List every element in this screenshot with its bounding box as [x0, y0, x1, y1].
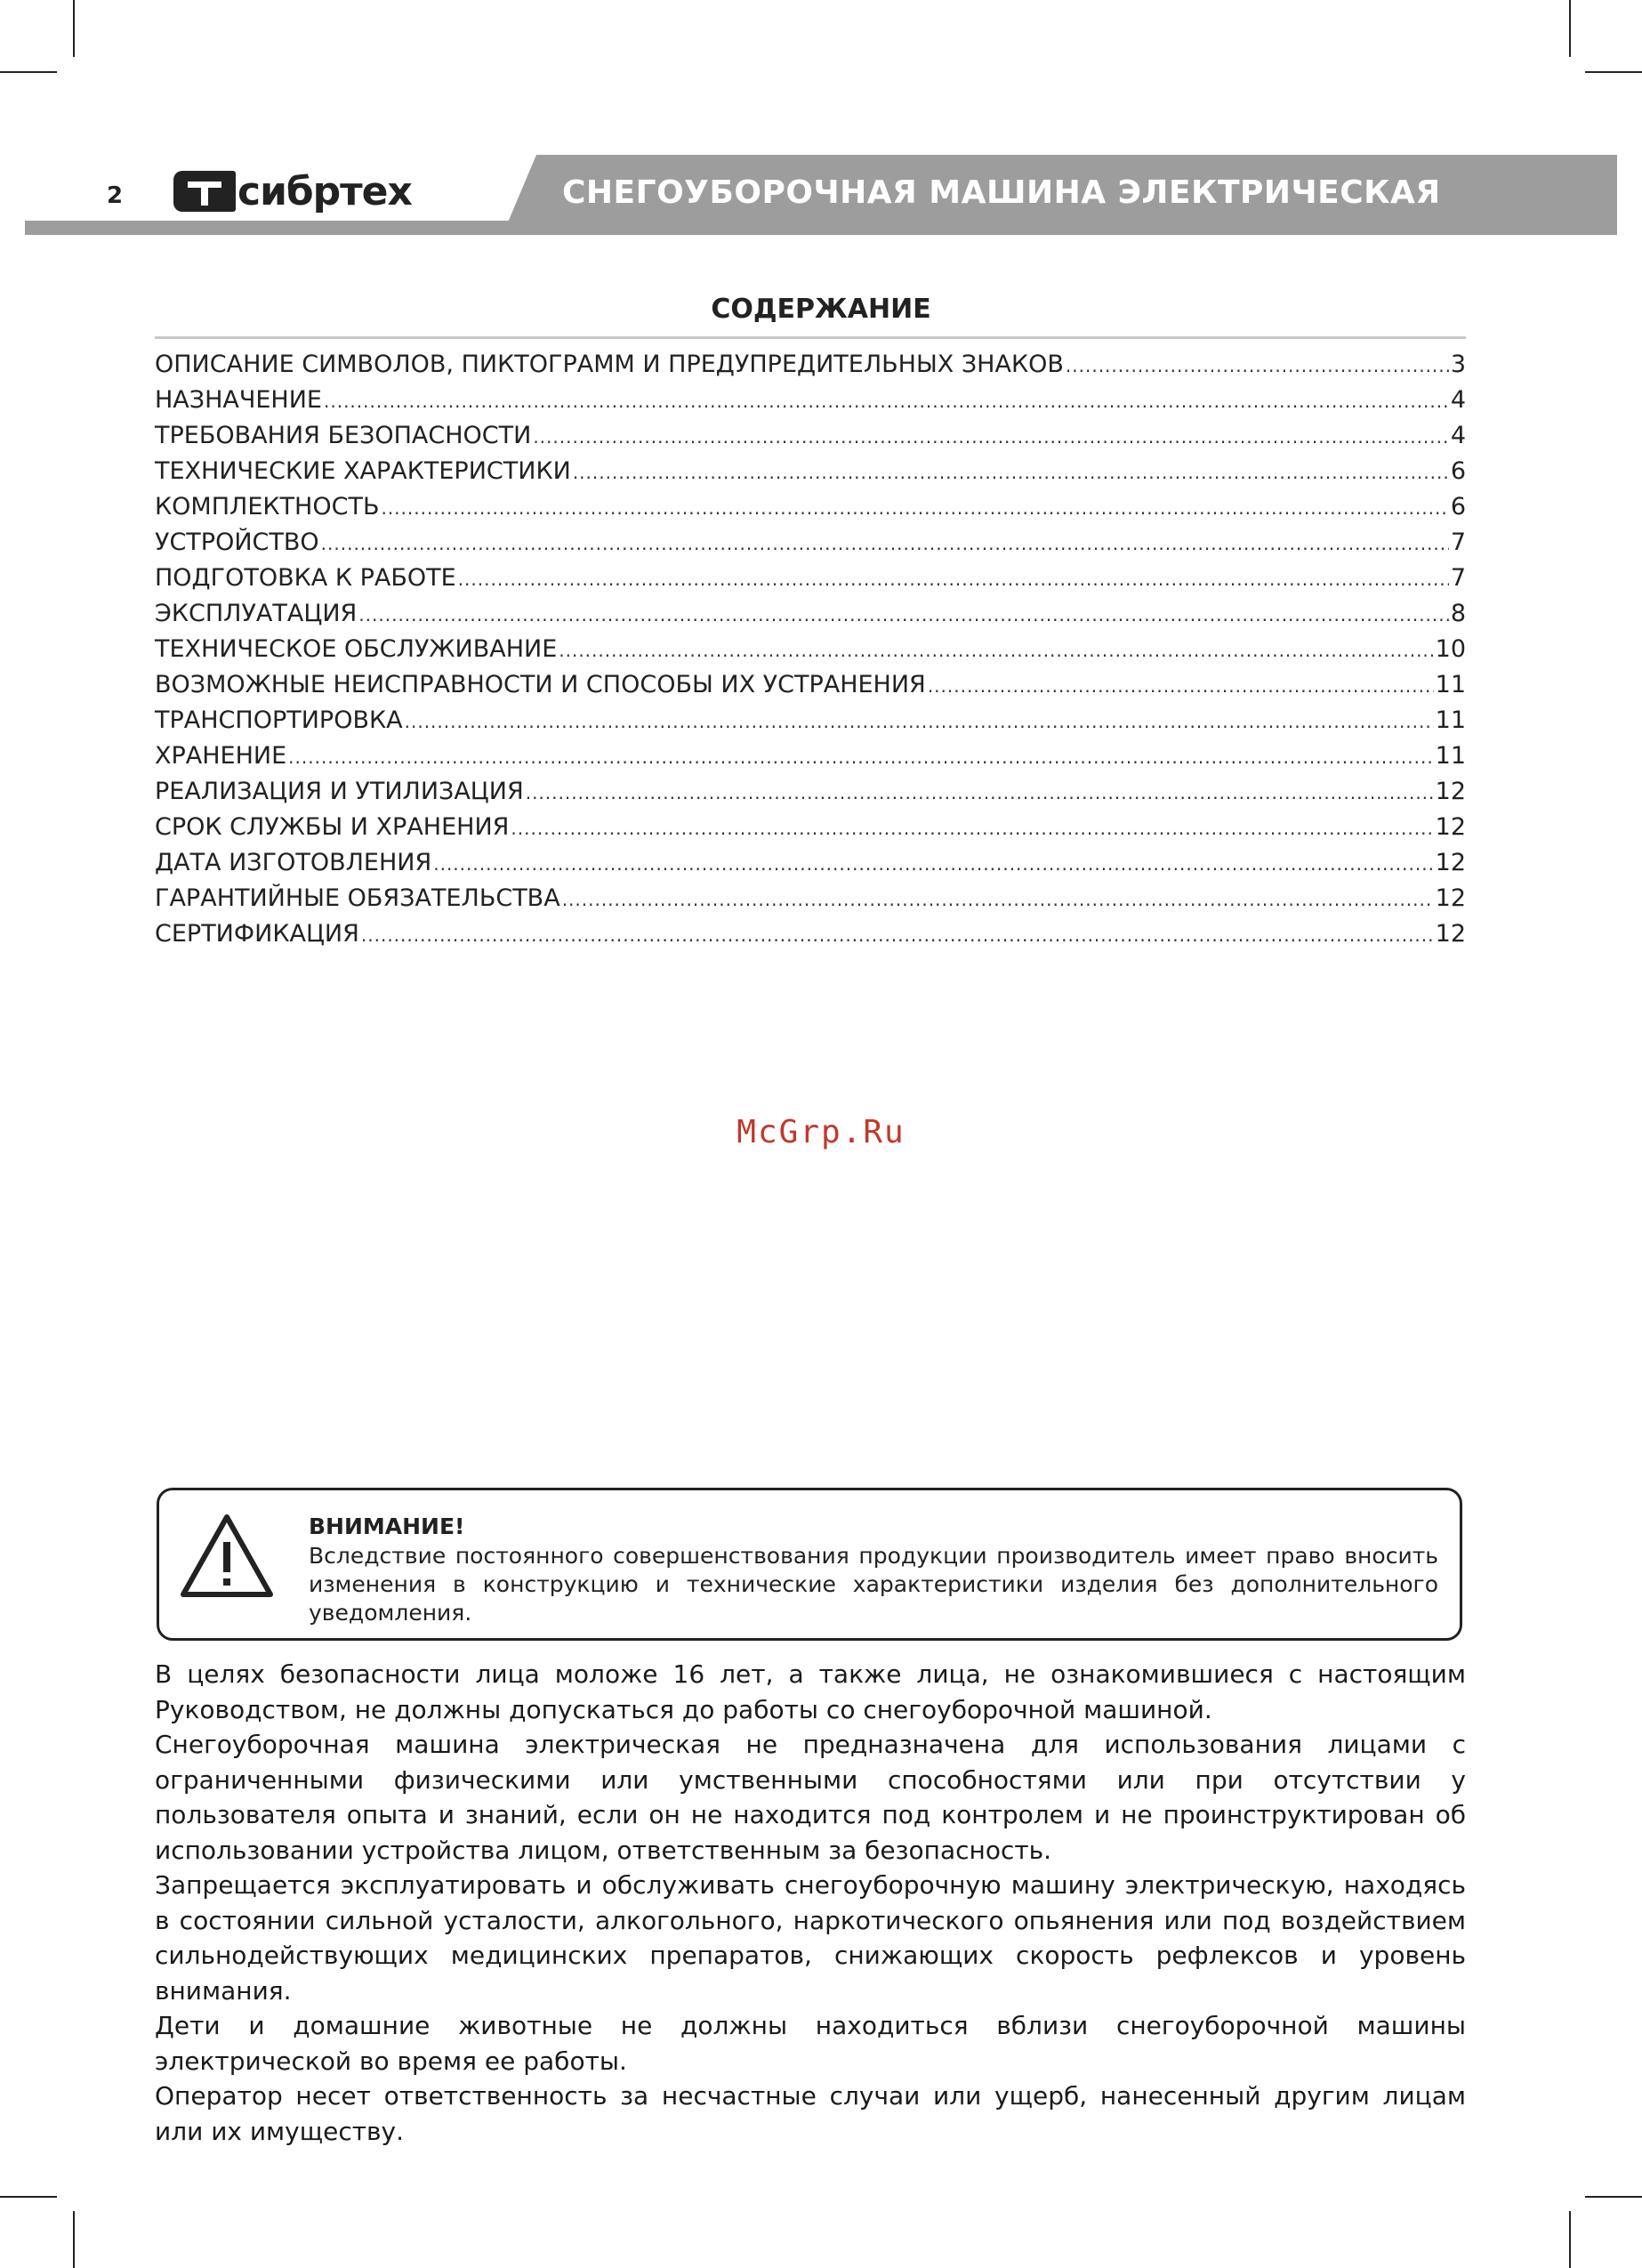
toc-entry-page: 8 [1450, 600, 1466, 627]
toc-entry-page: 3 [1450, 351, 1466, 378]
toc-entry-title: ХРАНЕНИЕ [155, 742, 287, 770]
toc-entry[interactable] [155, 351, 1466, 386]
crop-mark [1569, 0, 1571, 57]
toc-entry-page: 11 [1435, 742, 1466, 770]
toc-leader-dots [928, 675, 1434, 697]
toc-leader-dots [458, 569, 1449, 590]
notice-text: Вследствие постоянного совершенствования продукции производитель имеет право вносить изменения в конструкцию и технические характеристики изделия без дополнительного уведомления. [309, 1543, 1438, 1626]
paragraph: Дети и домашние животные не должны находиться вблизи снегоуборочной машины электрической во время ее работы. [155, 2011, 1466, 2076]
toc-entry-page: 12 [1435, 778, 1466, 805]
toc-entry[interactable] [155, 635, 1466, 671]
crop-mark [0, 2196, 57, 2198]
paragraph: Снегоуборочная машина электрическая не предназначена для использования лицами с ограниченными физическими или умственными способностями или при отсутствии у пользователя опыта и знаний, если он не находится под контролем и не проинструктирован об использовании устройства лицом, ответственным за безопасность. [155, 1730, 1466, 1865]
toc-entry-title: ЭКСПЛУАТАЦИЯ [155, 600, 358, 627]
toc-leader-dots [358, 604, 1449, 626]
toc-entry-title: ТРЕБОВАНИЯ БЕЗОПАСНОСТИ [155, 422, 532, 449]
crop-mark [0, 71, 57, 73]
toc-leader-dots [288, 747, 1433, 768]
toc-entry-title: ТЕХНИЧЕСКОЕ ОБСЛУЖИВАНИЕ [155, 635, 558, 663]
toc-leader-dots [511, 818, 1433, 839]
body-text [155, 1657, 1466, 2149]
toc-entry-page: 7 [1450, 564, 1466, 592]
toc-entry-page: 12 [1435, 813, 1466, 841]
toc-entry-title: ТЕХНИЧЕСКИЕ ХАРАКТЕРИСТИКИ [155, 457, 571, 485]
brand-name: сибртех [237, 168, 412, 214]
toc-title: СОДЕРЖАНИЕ [711, 294, 931, 325]
toc-leader-dots [381, 497, 1448, 519]
toc-entry[interactable] [155, 778, 1466, 813]
toc-entry[interactable] [155, 742, 1466, 778]
toc-entry-title: ПОДГОТОВКА К РАБОТЕ [155, 564, 456, 592]
toc-leader-dots [321, 533, 1449, 554]
toc-entry[interactable] [155, 920, 1466, 956]
toc-entry-page: 12 [1435, 920, 1466, 948]
paragraph: Запрещается эксплуатировать и обслуживать снегоуборочную машину электрическую, находясь в состоянии сильной усталости, алкогольного, наркотического опьянения или под воздействием сильнодействующих медицинских препаратов, снижающих скорость рефлексов и уровень внимания. [155, 1870, 1466, 2006]
paragraph: Оператор несет ответственность за несчастные случаи или ущерб, нанесенный другим лицам или их имуществу. [155, 2081, 1466, 2146]
crop-mark [1585, 2196, 1642, 2198]
toc-entry-page: 10 [1435, 635, 1466, 663]
crop-mark [1585, 71, 1642, 73]
toc-entry[interactable] [155, 600, 1466, 635]
toc-entry-page: 12 [1435, 884, 1466, 912]
toc-leader-dots [573, 462, 1449, 483]
toc-entry-title: УСТРОЙСТВО [155, 529, 319, 556]
toc-leader-dots [562, 889, 1434, 910]
page-number: 2 [107, 182, 124, 209]
toc-entry-title: КОМПЛЕКТНОСТЬ [155, 493, 380, 521]
toc-entry[interactable] [155, 884, 1466, 920]
toc-entry[interactable] [155, 529, 1466, 564]
toc-entry[interactable] [155, 457, 1466, 493]
watermark: McGrp.Ru [736, 1114, 906, 1150]
toc-leader-dots [361, 924, 1434, 946]
toc-entry[interactable] [155, 493, 1466, 529]
toc-entry[interactable] [155, 706, 1466, 742]
toc-entry-page: 7 [1450, 529, 1466, 556]
toc-entry-page: 6 [1450, 457, 1466, 485]
warning-triangle-icon [179, 1512, 275, 1601]
toc-entry[interactable] [155, 849, 1466, 884]
table-of-contents [155, 351, 1466, 956]
toc-leader-dots [533, 426, 1449, 448]
toc-entry-title: ГАРАНТИЙНЫЕ ОБЯЗАТЕЛЬСТВА [155, 884, 560, 912]
header-rule [25, 221, 1617, 235]
toc-divider [155, 336, 1466, 339]
toc-entry-page: 11 [1435, 706, 1466, 734]
toc-entry-page: 6 [1450, 493, 1466, 521]
toc-entry[interactable] [155, 671, 1466, 706]
toc-leader-dots [433, 853, 1433, 875]
crop-mark [73, 0, 75, 57]
toc-leader-dots [1066, 355, 1449, 376]
document-title: СНЕГОУБОРОЧНАЯ МАШИНА ЭЛЕКТРИЧЕСКАЯ [562, 174, 1441, 211]
toc-entry-title: СРОК СЛУЖБЫ И ХРАНЕНИЯ [155, 813, 510, 841]
crop-mark [1569, 2211, 1571, 2268]
warning-notice [157, 1488, 1462, 1641]
toc-entry-title: ВОЗМОЖНЫЕ НЕИСПРАВНОСТИ И СПОСОБЫ ИХ УСТРАНЕНИЯ [155, 671, 926, 698]
toc-leader-dots [559, 640, 1433, 661]
toc-entry-title: РЕАЛИЗАЦИЯ И УТИЛИЗАЦИЯ [155, 778, 524, 805]
paragraph: В целях безопасности лица моложе 16 лет, а также лица, не ознакомившиеся с настоящим Руководством, не должны допускаться до работы со снегоуборочной машиной. [155, 1659, 1466, 1724]
crop-mark [73, 2211, 75, 2268]
toc-leader-dots [405, 711, 1434, 732]
toc-entry-title: ОПИСАНИЕ СИМВОЛОВ, ПИКТОГРАММ И ПРЕДУПРЕДИТЕЛЬНЫХ ЗНАКОВ [155, 351, 1064, 378]
logo-mark-icon [173, 171, 236, 212]
toc-leader-dots [526, 782, 1434, 803]
toc-entry-page: 4 [1450, 386, 1466, 414]
toc-entry-page: 4 [1450, 422, 1466, 449]
toc-entry-page: 11 [1435, 671, 1466, 698]
toc-entry[interactable] [155, 564, 1466, 600]
toc-entry[interactable] [155, 386, 1466, 422]
toc-entry[interactable] [155, 422, 1466, 457]
toc-entry-title: ДАТА ИЗГОТОВЛЕНИЯ [155, 849, 432, 876]
toc-leader-dots [324, 391, 1449, 412]
notice-title: ВНИМАНИЕ! [309, 1513, 465, 1539]
toc-entry-page: 12 [1435, 849, 1466, 876]
toc-entry-title: СЕРТИФИКАЦИЯ [155, 920, 359, 948]
brand-logo [173, 167, 412, 215]
toc-entry-title: НАЗНАЧЕНИЕ [155, 386, 322, 414]
toc-entry[interactable] [155, 813, 1466, 849]
toc-entry-title: ТРАНСПОРТИРОВКА [155, 706, 403, 734]
